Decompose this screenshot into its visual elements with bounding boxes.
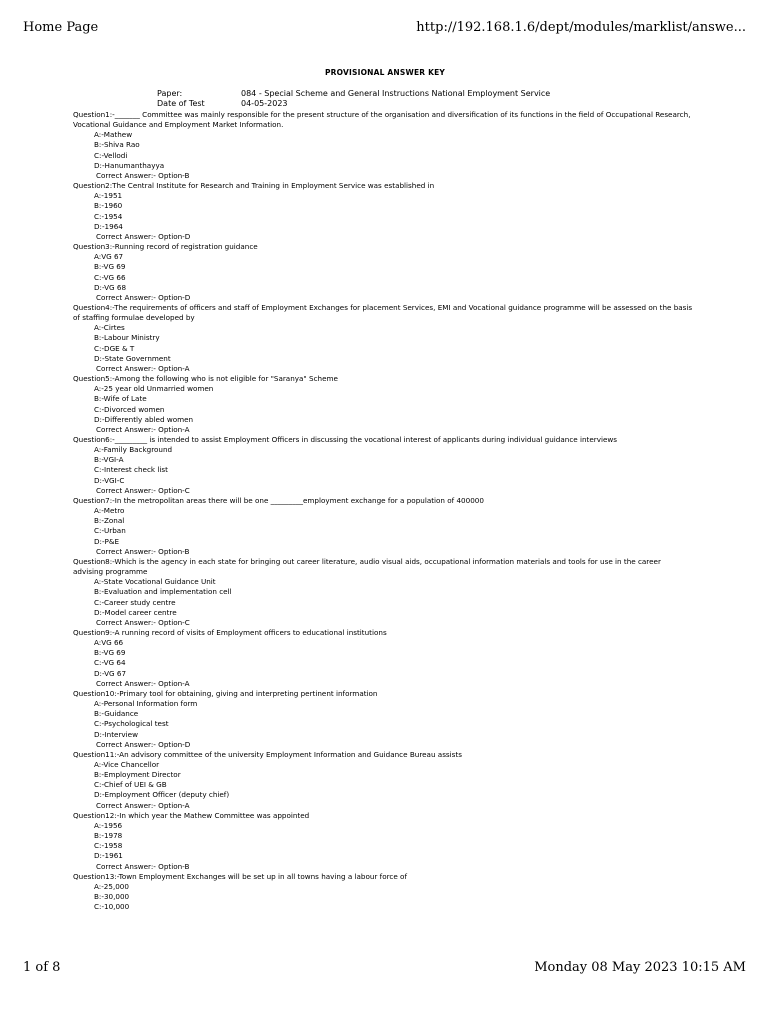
answer-option: C:-Interest check list — [94, 465, 168, 475]
answer-option: C:-Divorced women — [94, 404, 165, 414]
date-value: 04-05-2023 — [241, 99, 288, 108]
question-block — [73, 811, 693, 872]
answer-option: C:-Chief of UEI & GB — [94, 780, 167, 790]
question-block — [73, 628, 693, 689]
question-block — [73, 181, 693, 242]
paper-value: 084 - Special Scheme and General Instructions National Employment Service — [241, 89, 551, 98]
correct-answer: Correct Answer:- Option-B — [96, 861, 190, 871]
question-block — [73, 689, 693, 750]
answer-option: A:-25,000 — [94, 881, 129, 891]
correct-answer: Correct Answer:- Option-B — [96, 546, 190, 556]
correct-answer: Correct Answer:- Option-A — [96, 363, 190, 373]
question-block — [73, 557, 693, 628]
answer-option: D:-1961 — [94, 851, 123, 861]
answer-option: D:-State Government — [94, 353, 171, 363]
paper-label: Paper: — [157, 89, 183, 98]
paper-row — [157, 89, 550, 98]
answer-option: A:-25 year old Unmarried women — [94, 384, 214, 394]
answer-option: A:-Family Background — [94, 445, 173, 455]
browser-header-title: Home Page — [23, 20, 99, 35]
answer-option: A:-State Vocational Guidance Unit — [94, 577, 216, 587]
question-block — [73, 110, 693, 181]
answer-option: B:-VG 69 — [94, 648, 126, 658]
answer-option: C:-Urban — [94, 526, 126, 536]
question-text: Question12:-In which year the Mathew Committee was appointed — [73, 810, 310, 820]
answer-option: C:-Career study centre — [94, 597, 176, 607]
answer-option: A:-1956 — [94, 820, 123, 830]
question-text: Question4:-The requirements of officers and staff of Employment Exchanges for placement Services, EMI and Vocational guidance programme will be assessed on the basis of staffing formulae developed by — [73, 302, 693, 323]
question-text: Question2:The Central Institute for Research and Training in Employment Service was established in — [73, 181, 435, 191]
question-text: Question11:-An advisory committee of the university Employment Information and Guidance Bureau assists — [73, 749, 462, 759]
question-text: Question6:-_________ is intended to assist Employment Officers in discussing the vocational interest of applicants during individual guidance interviews — [73, 435, 618, 444]
question-block — [73, 872, 693, 913]
answer-option: B:-Evaluation and implementation cell — [94, 587, 232, 597]
answer-option: C:-Psychological test — [94, 719, 169, 729]
question-block — [73, 750, 693, 811]
answer-option: A:VG 66 — [94, 638, 124, 648]
question-block — [73, 496, 693, 557]
answer-option: A:-Mathew — [94, 130, 133, 140]
question-text: Question8:-Which is the agency in each state for bringing out career literature, audio visual aids, occupational information materials and tools for use in the career advising programme — [73, 556, 661, 577]
correct-answer: Correct Answer:- Option-B — [96, 170, 190, 180]
correct-answer: Correct Answer:- Option-D — [96, 292, 191, 302]
question-text: Question13:-Town Employment Exchanges will be set up in all towns having a labour force of — [73, 871, 407, 881]
question-text: Question10:-Primary tool for obtaining, giving and interpreting pertinent information — [73, 688, 378, 698]
answer-option: B:-VG 69 — [94, 262, 126, 272]
page-title: PROVISIONAL ANSWER KEY — [324, 68, 446, 77]
answer-option: C:-Vellodi — [94, 150, 128, 160]
answer-option: A:-Metro — [94, 506, 125, 516]
answer-option: D:-P&E — [94, 536, 120, 546]
answer-option: D:-Interview — [94, 729, 138, 739]
answer-option: D:-Hanumanthayya — [94, 160, 165, 170]
answer-option: C:-VG 64 — [94, 658, 126, 668]
answer-option: B:-Employment Director — [94, 770, 181, 780]
page-number: 1 of 8 — [23, 960, 61, 975]
answer-option: C:-1958 — [94, 841, 123, 851]
correct-answer: Correct Answer:- Option-A — [96, 424, 190, 434]
question-text: Question9:-A running record of visits of Employment officers to educational institutions — [73, 627, 387, 637]
answer-option: B:-1978 — [94, 831, 123, 841]
correct-answer: Correct Answer:- Option-D — [96, 739, 191, 749]
question-text: Question1:-_______ Committee was mainly responsible for the present structure of the organisation and diversification of its functions in the field of Occupational Research, Vocational Guidance and Employment Market Information. — [73, 110, 691, 130]
answer-option: B:-30,000 — [94, 892, 130, 902]
answer-option: D:-Differently abled women — [94, 414, 194, 424]
browser-header-url: http://192.168.1.6/dept/modules/marklist/answe... — [416, 20, 746, 35]
question-block — [73, 374, 693, 435]
correct-answer: Correct Answer:- Option-D — [96, 231, 191, 241]
answer-option: C:-10,000 — [94, 902, 130, 912]
question-text: Question7:-In the metropolitan areas there will be one _________employment exchange for a population of 400000 — [73, 495, 484, 505]
answer-option: D:-Employment Officer (deputy chief) — [94, 790, 230, 800]
answer-option: B:-Zonal — [94, 516, 125, 526]
correct-answer: Correct Answer:- Option-C — [96, 617, 190, 627]
answer-option: A:-Cirtes — [94, 323, 125, 333]
answer-option: D:-VG 68 — [94, 282, 127, 292]
correct-answer: Correct Answer:- Option-A — [96, 678, 190, 688]
answer-option: D:-VG 67 — [94, 668, 127, 678]
question-block — [73, 303, 693, 374]
question-text: Question5:-Among the following who is not eligible for "Saranya" Scheme — [73, 374, 338, 384]
question-block — [73, 435, 693, 496]
answer-option: B:-1960 — [94, 201, 123, 211]
answer-option: A:-1951 — [94, 191, 123, 201]
date-row — [157, 99, 288, 108]
answer-option: B:-VGI-A — [94, 455, 124, 465]
answer-option: C:-1954 — [94, 211, 123, 221]
question-text: Question3:-Running record of registration guidance — [73, 242, 258, 252]
answer-option: C:-DGE & T — [94, 343, 135, 353]
date-label: Date of Test — [157, 99, 205, 108]
answer-option: B:-Labour Ministry — [94, 333, 160, 343]
answer-option: B:-Wife of Late — [94, 394, 147, 404]
answer-option: A:-Personal Information form — [94, 699, 198, 709]
answer-option: B:-Guidance — [94, 709, 139, 719]
question-list — [73, 110, 693, 912]
answer-option: D:-VGI-C — [94, 475, 125, 485]
answer-option: C:-VG 66 — [94, 272, 126, 282]
print-datetime: Monday 08 May 2023 10:15 AM — [534, 960, 746, 975]
answer-option: B:-Shiva Rao — [94, 140, 140, 150]
correct-answer: Correct Answer:- Option-C — [96, 485, 190, 495]
answer-option: D:-Model career centre — [94, 607, 177, 617]
answer-option: A:-Vice Chancellor — [94, 760, 160, 769]
correct-answer: Correct Answer:- Option-A — [96, 800, 190, 810]
question-block — [73, 242, 693, 303]
answer-option: D:-1964 — [94, 221, 123, 231]
answer-option: A:VG 67 — [94, 252, 124, 262]
